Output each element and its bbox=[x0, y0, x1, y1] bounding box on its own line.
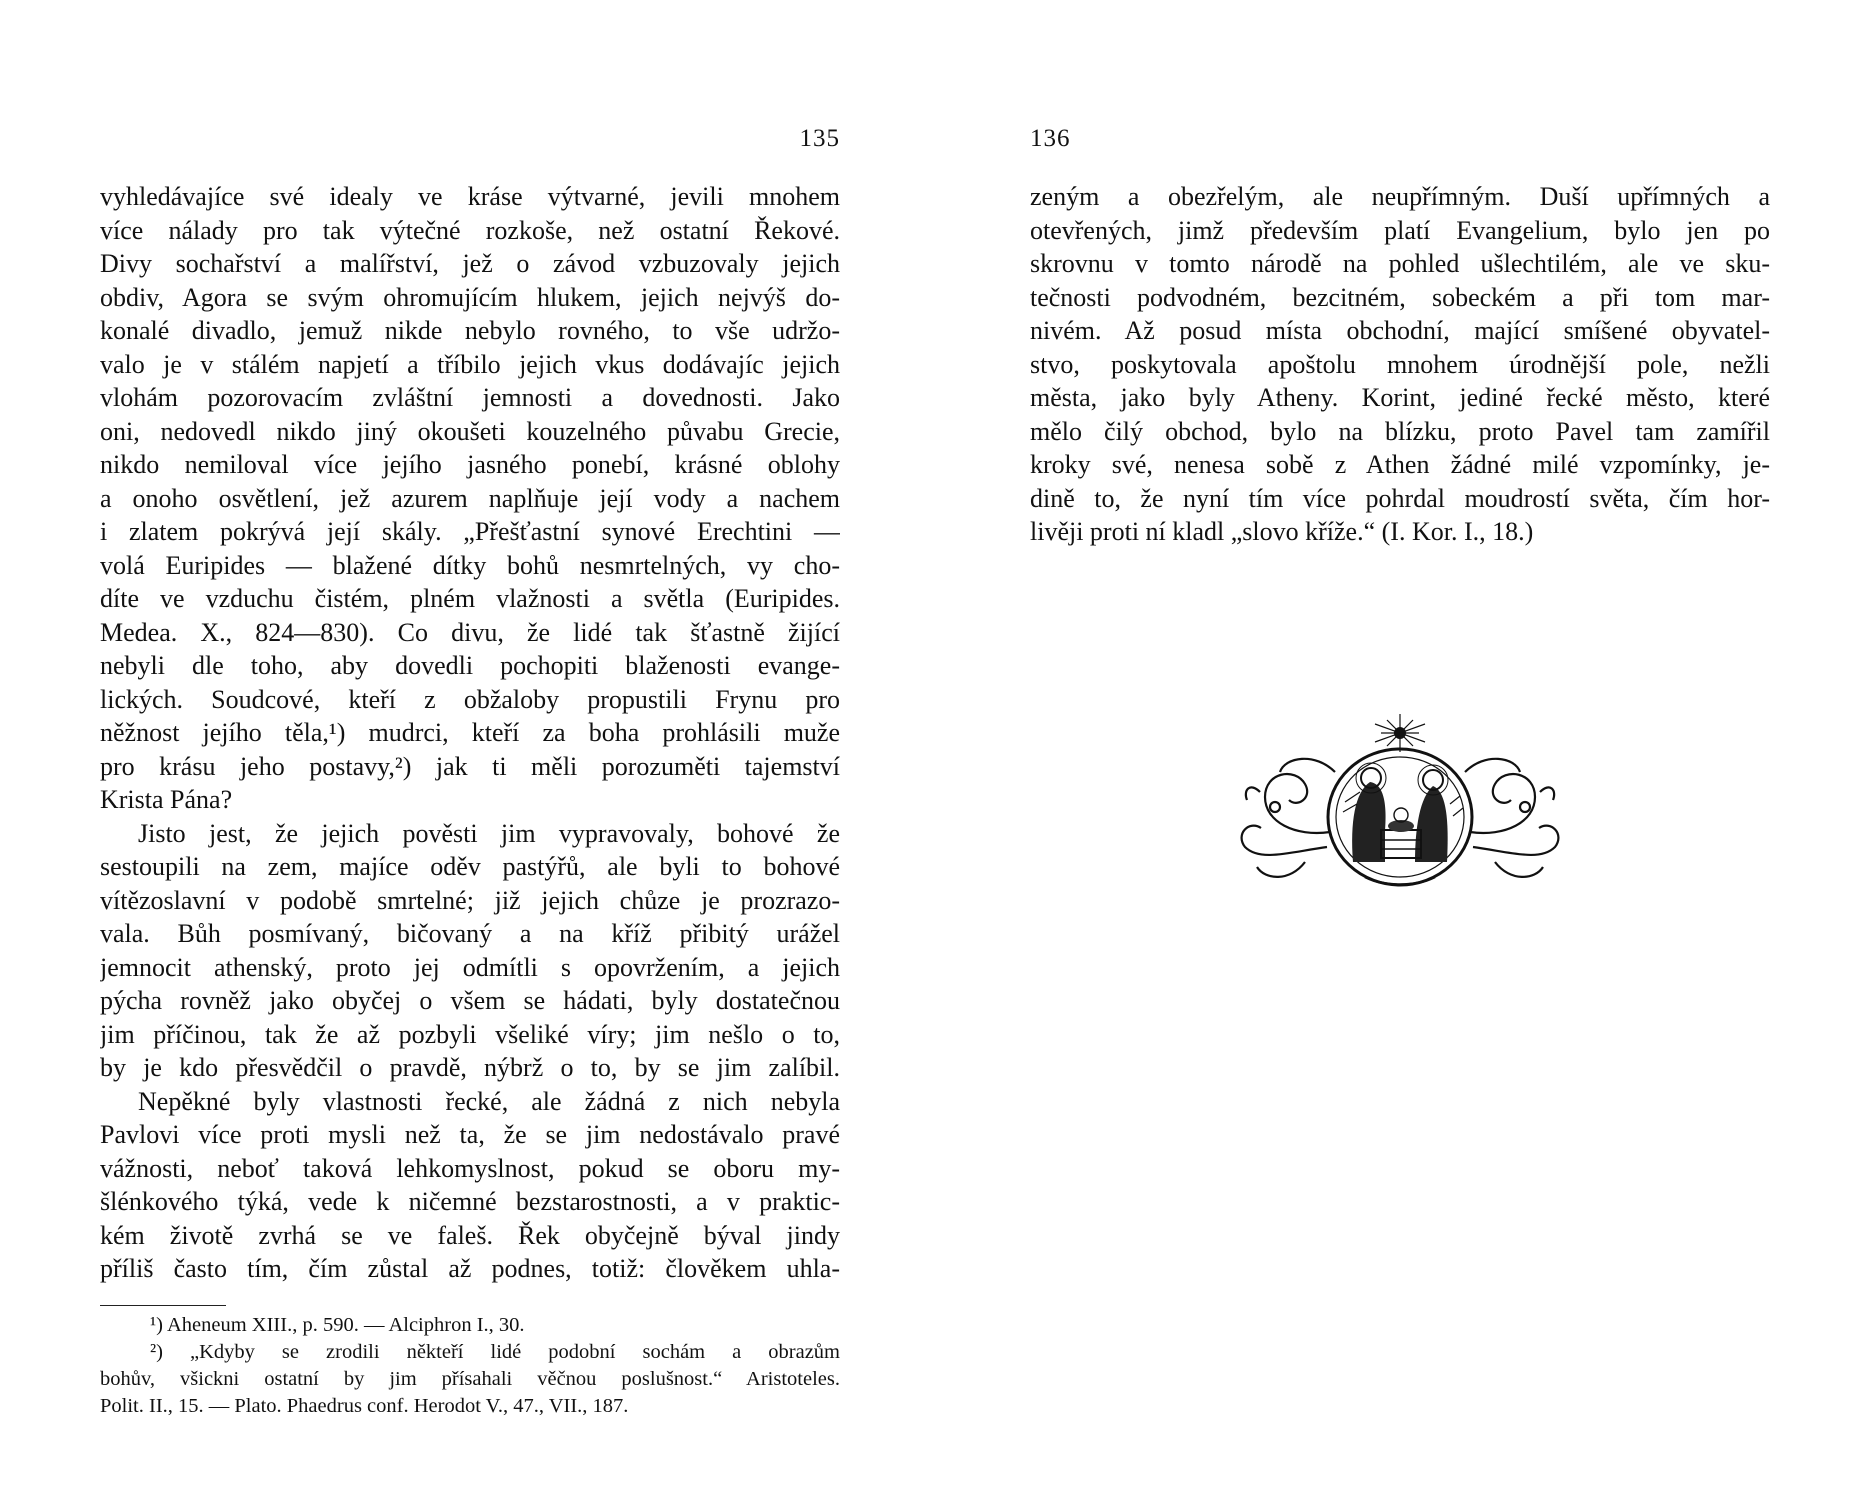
text-line: šlénkového týká, vede k ničemné bezstarostnosti, a v praktic- bbox=[100, 1187, 840, 1216]
footnote-line: Polit. II., 15. — Plato. Phaedrus conf. Herodot V., 47., VII., 187. bbox=[100, 1395, 629, 1417]
text-line: otevřených, jimž především platí Evangelium, bylo jen po bbox=[1030, 215, 1770, 245]
text-line: oni, nedovedl nikdo jiný okoušeti kouzelného půvabu Grecie, bbox=[100, 416, 840, 446]
text-line: díte ve vzduchu čistém, plném vlažnosti a světla (Euripides. bbox=[100, 584, 840, 613]
nativity-vignette-icon bbox=[1235, 712, 1565, 892]
text-line: něžnost jejího těla,¹) mudrci, kteří za boha prohlásili muže bbox=[100, 718, 840, 747]
text-line: vyhledávajíce své idealy ve kráse výtvarné, jevili mnohem bbox=[100, 182, 840, 211]
holy-family-medallion bbox=[1328, 749, 1472, 885]
text-line: Jisto jest, že jejich pověsti jim vypravovaly, bohové že bbox=[138, 818, 840, 848]
footnotes bbox=[100, 1312, 840, 1420]
text-line: města, jako byly Atheny. Korint, jediné řecké město, které bbox=[1030, 383, 1770, 412]
text-line: konalé divadlo, jemuž nikde nebylo rovného, to vše udržo- bbox=[100, 316, 840, 345]
text-line: mělo čilý obchod, bylo na blízku, proto Pavel tam zamířil bbox=[1030, 416, 1770, 446]
text-line: Medea. X., 824—830). Co divu, že lidé tak šťastně žijící bbox=[100, 617, 840, 647]
text-line: zeným a obezřelým, ale neupřímným. Duší upřímných a bbox=[1030, 182, 1770, 211]
text-line: tečnosti podvodném, bezcitném, sobeckém a při tom mar- bbox=[1030, 282, 1770, 312]
text-line: obdiv, Agora se svým ohromujícím hlukem, jejich nejvýš do- bbox=[100, 282, 840, 312]
text-line: vítězoslavní v podobě smrtelné; již jejich chůze je prozrazo- bbox=[100, 885, 840, 915]
text-line: nikdo nemiloval více jejího jasného ponebí, krásné oblohy bbox=[100, 450, 840, 479]
footnote-line: bohův, všickni ostatní by jim přísahali věčnou poslušnost.“ Aristoteles. bbox=[100, 1368, 840, 1390]
text-line: Nepěkné byly vlastnosti řecké, ale žádná z nich nebyla bbox=[138, 1086, 840, 1116]
text-line: Pavlovi více proti mysli než ta, že se jim nedostávalo pravé bbox=[100, 1120, 840, 1149]
text-line: pro krásu jeho postavy,²) jak ti měli porozuměti tajemství bbox=[100, 751, 840, 781]
text-line: by je kdo přesvědčil o pravdě, nýbrž o to, by se jim zalíbil. bbox=[100, 1053, 840, 1082]
text-line: sestoupili na zem, majíce oděv pastýřů, ale byli to bohové bbox=[100, 852, 840, 881]
text-line: dině to, že nyní tím více pohrdal moudrostí světa, čím hor- bbox=[1030, 483, 1770, 513]
right-body-text bbox=[1030, 180, 1770, 549]
text-line: jim příčinou, tak že až pozbyli všeliké víry; jim nešlo o to, bbox=[100, 1019, 840, 1049]
footnote-line: ¹) Aheneum XIII., p. 590. — Alciphron I., 30. bbox=[150, 1314, 525, 1336]
nativity-vignette bbox=[1235, 712, 1565, 892]
page-number-left: 135 bbox=[799, 125, 840, 152]
footnote-line: ²) „Kdyby se zrodili někteří lidé podobní sochám a obrazům bbox=[150, 1341, 840, 1363]
text-line: kroky své, nenesa sobě z Athen žádné milé vzpomínky, je- bbox=[1030, 450, 1770, 479]
text-line: i zlatem pokrývá její skály. „Přešťastní synové Erechtini — bbox=[100, 517, 840, 546]
left-page bbox=[100, 0, 840, 1500]
right-page bbox=[1030, 0, 1770, 1500]
text-line: vážnosti, neboť taková lehkomyslnost, pokud se oboru my- bbox=[100, 1153, 840, 1183]
text-line: Krista Pána? bbox=[100, 785, 233, 814]
text-line: více nálady pro tak výtečné rozkoše, než ostatní Řekové. bbox=[100, 215, 840, 245]
text-line: příliš často tím, čím zůstal až podnes, totiž: člověkem uhla- bbox=[100, 1254, 840, 1283]
left-scroll-ornament bbox=[1242, 759, 1335, 877]
text-line: nivém. Až posud místa obchodní, mající smíšené obyvatel- bbox=[1030, 316, 1770, 345]
text-line: vlohám pozorovacím zvláštní jemnosti a dovednosti. Jako bbox=[100, 383, 840, 412]
text-line: kém životě zvrhá se ve faleš. Řek obyčejně býval jindy bbox=[100, 1220, 840, 1250]
text-line: skrovnu v tomto národě na pohled ušlechtilém, ale ve sku- bbox=[1030, 249, 1770, 278]
text-line: stvo, poskytovala apoštolu mnohem úrodnější pole, nežli bbox=[1030, 349, 1770, 379]
left-body-text bbox=[100, 180, 840, 1286]
text-line: valo je v stálém napjetí a tříbilo jejich vkus dodávajíc jejich bbox=[100, 349, 840, 379]
text-line: nebyli dle toho, aby dovedli pochopiti blaženosti evange- bbox=[100, 651, 840, 680]
page-number-right: 136 bbox=[1030, 125, 1071, 152]
text-line: livěji proti ní kladl „slovo kříže.“ (I. Kor. I., 18.) bbox=[1030, 517, 1534, 546]
footnote-divider bbox=[100, 1305, 226, 1306]
text-line: pýcha rovněž jako obyčej o všem se hádati, byly dostatečnou bbox=[100, 986, 840, 1015]
text-line: Divy sochařství a malířství, jež o závod vzbuzovaly jejich bbox=[100, 249, 840, 278]
text-line: a onoho osvětlení, jež azurem naplňuje její vody a nachem bbox=[100, 483, 840, 513]
text-line: vala. Bůh posmívaný, bičovaný a na kříž přibitý urážel bbox=[100, 919, 840, 948]
text-line: jemnocit athenský, proto jej odmítli s opovržením, a jejich bbox=[100, 952, 840, 982]
right-scroll-ornament bbox=[1465, 759, 1558, 877]
text-line: lických. Soudcové, kteří z obžaloby propustili Frynu pro bbox=[100, 684, 840, 714]
text-line: volá Euripides — blažené dítky bohů nesmrtelných, vy cho- bbox=[100, 550, 840, 580]
